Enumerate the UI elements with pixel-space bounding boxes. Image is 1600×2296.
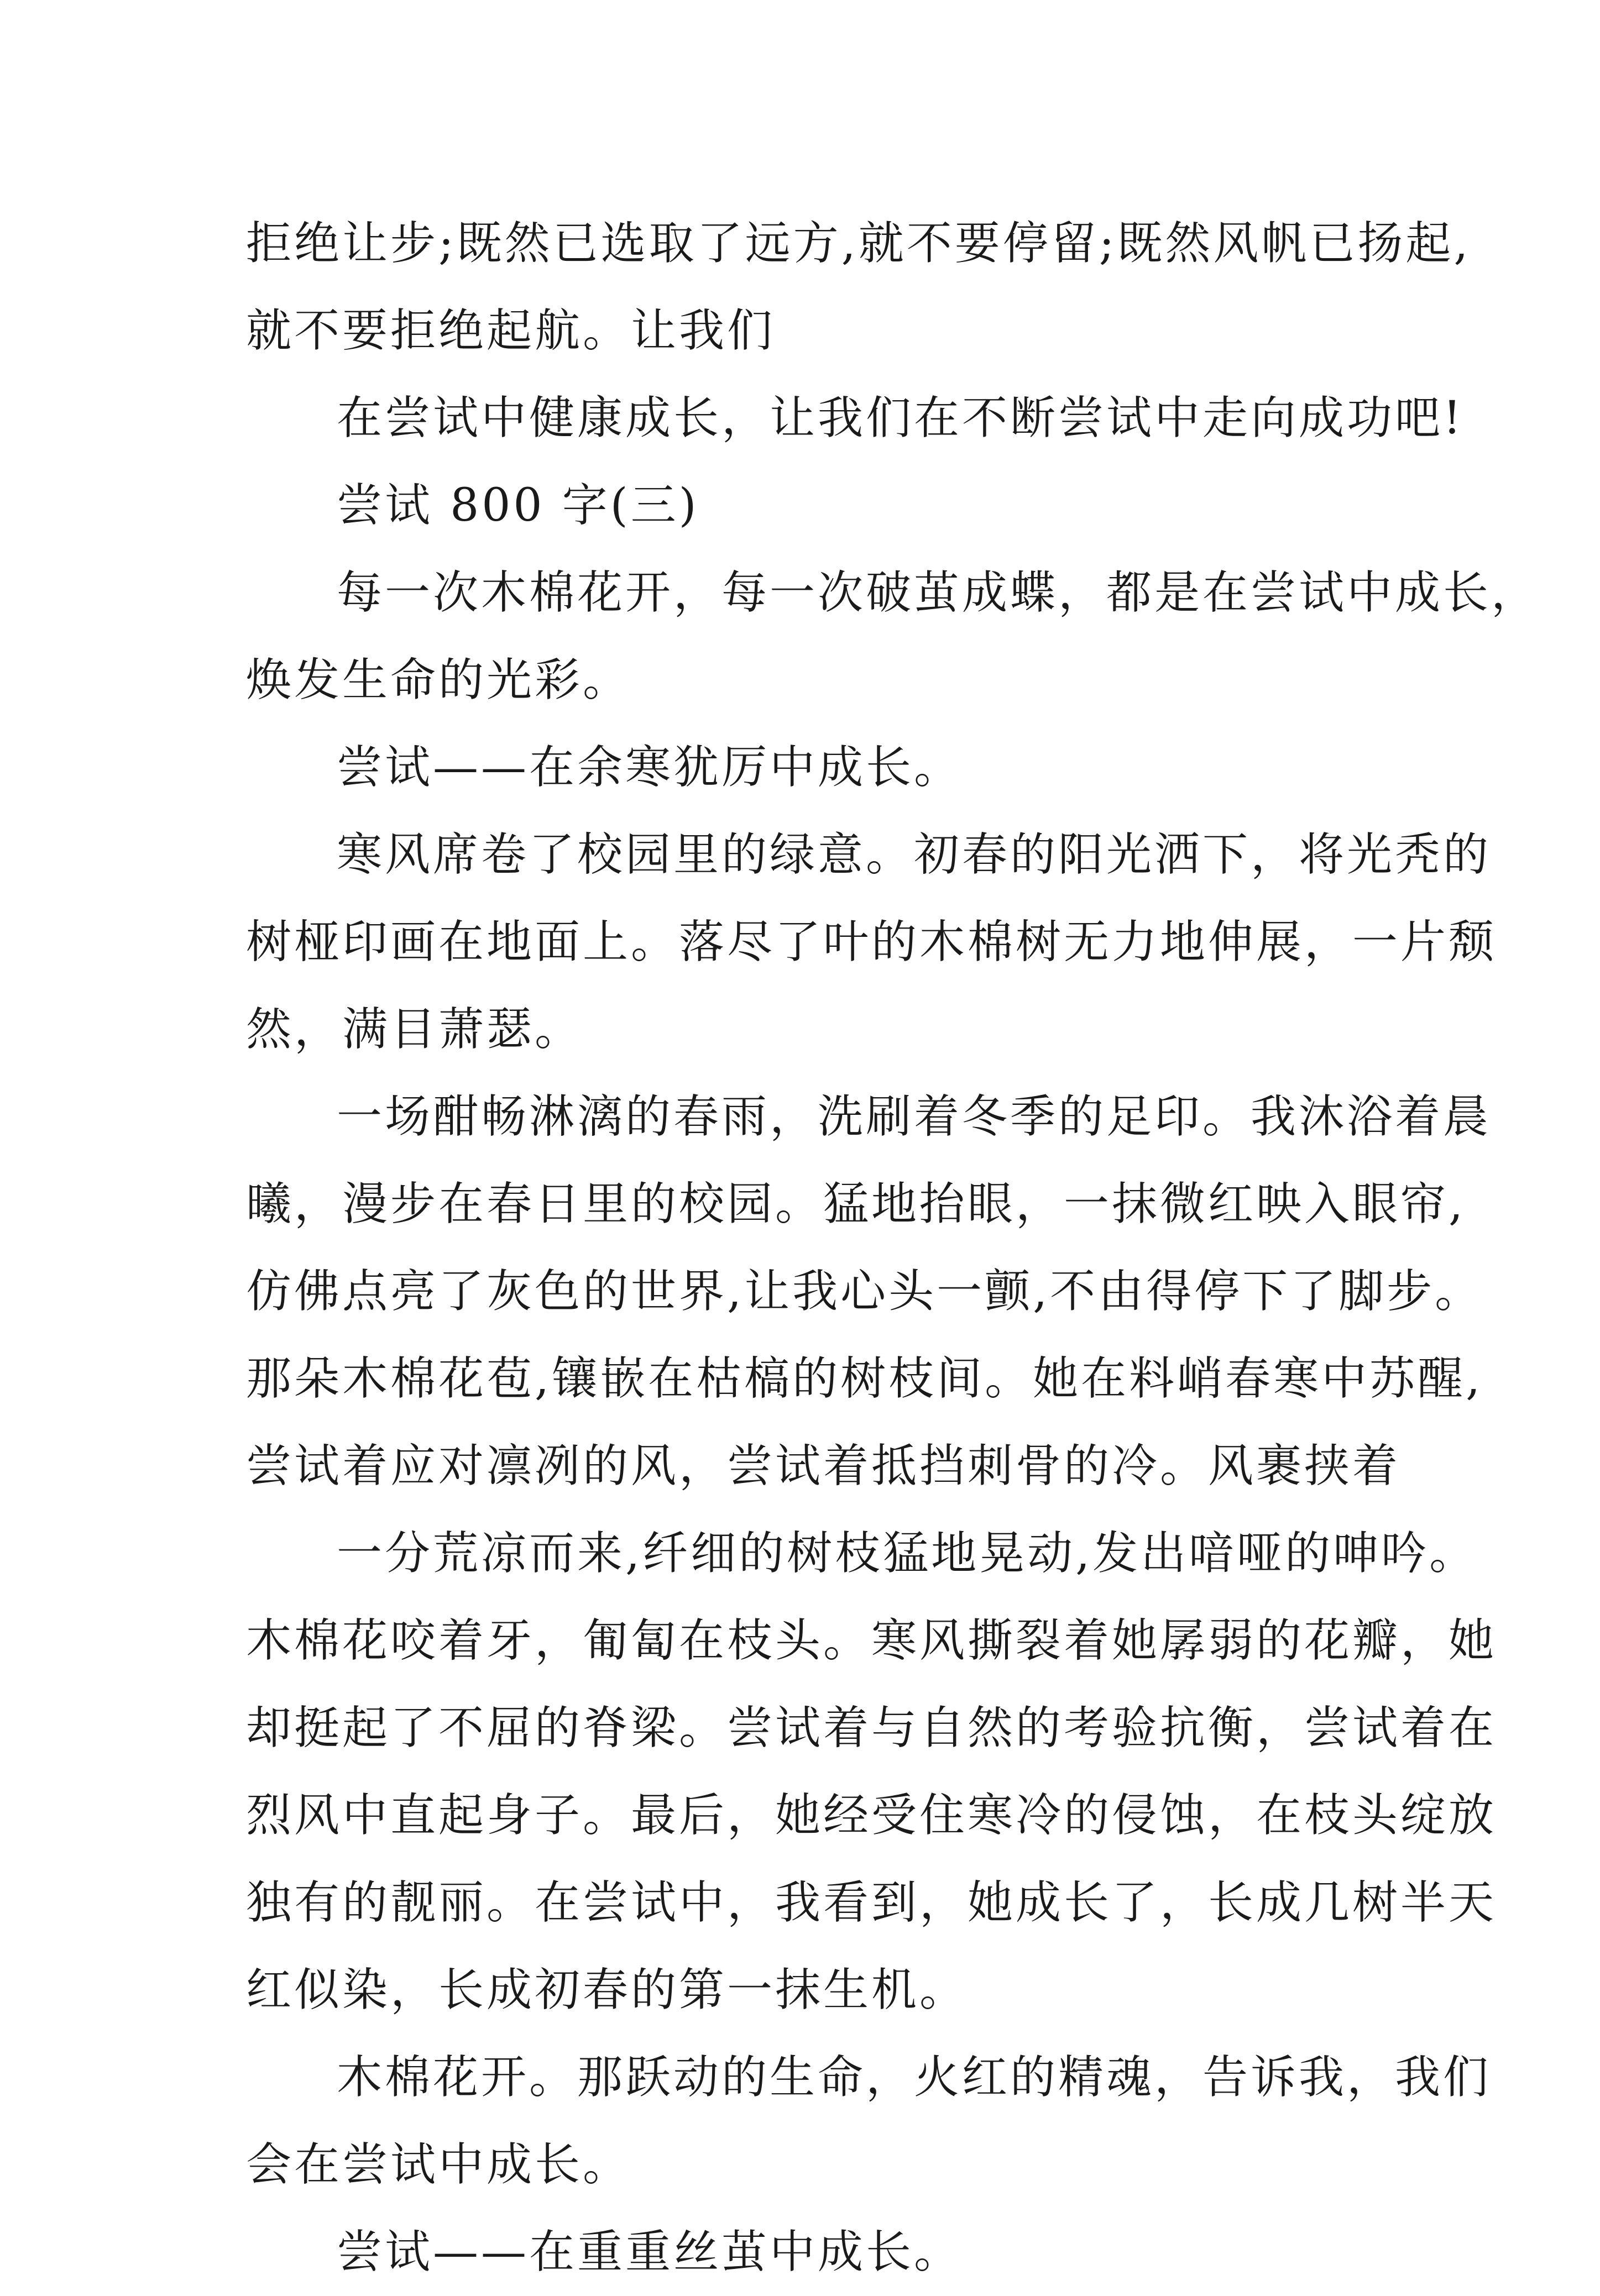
text-line: 那朵木棉花苞,镶嵌在枯槁的树枝间。她在料峭春寒中苏醒, (246, 1353, 1483, 1405)
text-line: 仿佛点亮了灰色的世界,让我心头一颤,不由得停下了脚步。 (246, 1265, 1483, 1318)
subheading-line: 尝试——在重重丝茧中成长。 (337, 2226, 963, 2278)
document-body (246, 200, 1540, 2296)
text-line: 会在尝试中成长。 (246, 2138, 631, 2191)
subheading-line: 尝试——在余寒犹厉中成长。 (337, 741, 963, 794)
text-line: 然，满目萧瑟。 (246, 1003, 583, 1056)
text-line: 烈风中直起身子。最后，她经受住寒冷的侵蚀，在枝头绽放 (246, 1789, 1497, 1842)
text-line: 树桠印画在地面上。落尽了叶的木棉树无力地伸展，一片颓 (246, 916, 1497, 968)
text-line: 独有的靓丽。在尝试中，我看到，她成长了，长成几树半天 (246, 1876, 1497, 1929)
text-line: 焕发生命的光彩。 (246, 654, 631, 706)
text-line: 木棉花咬着牙，匍匐在枝头。寒风撕裂着她孱弱的花瓣，她 (246, 1614, 1497, 1667)
section-heading: 尝试 800 字(三) (337, 479, 699, 532)
text-line: 却挺起了不屈的脊梁。尝试着与自然的考验抗衡，尝试着在 (246, 1702, 1497, 1754)
text-line: 木棉花开。那跃动的生命，火红的精魂，告诉我，我们 (337, 2051, 1492, 2104)
text-line: 在尝试中健康成长，让我们在不断尝试中走向成功吧! (337, 392, 1464, 444)
text-line: 每一次木棉花开，每一次破茧成蝶，都是在尝试中成长， (337, 567, 1540, 619)
text-line: 拒绝让步;既然已选取了远方,就不要停留;既然风帆已扬起, (246, 217, 1471, 270)
text-line: 寒风席卷了校园里的绿意。初春的阳光洒下，将光秃的 (337, 829, 1492, 881)
text-line: 就不要拒绝起航。让我们 (246, 305, 776, 357)
text-line: 尝试着应对凛冽的风，尝试着抵挡刺骨的冷。风裹挟着 (246, 1440, 1401, 1492)
text-line: 红似染，长成初春的第一抹生机。 (246, 1964, 968, 2016)
text-line: 曦，漫步在春日里的校园。猛地抬眼，一抹微红映入眼帘, (246, 1178, 1466, 1230)
text-line: 一场酣畅淋漓的春雨，洗刷着冬季的足印。我沐浴着晨 (337, 1091, 1492, 1143)
text-line: 一分荒凉而来,纤细的树枝猛地晃动,发出喑哑的呻吟。 (337, 1527, 1478, 1580)
